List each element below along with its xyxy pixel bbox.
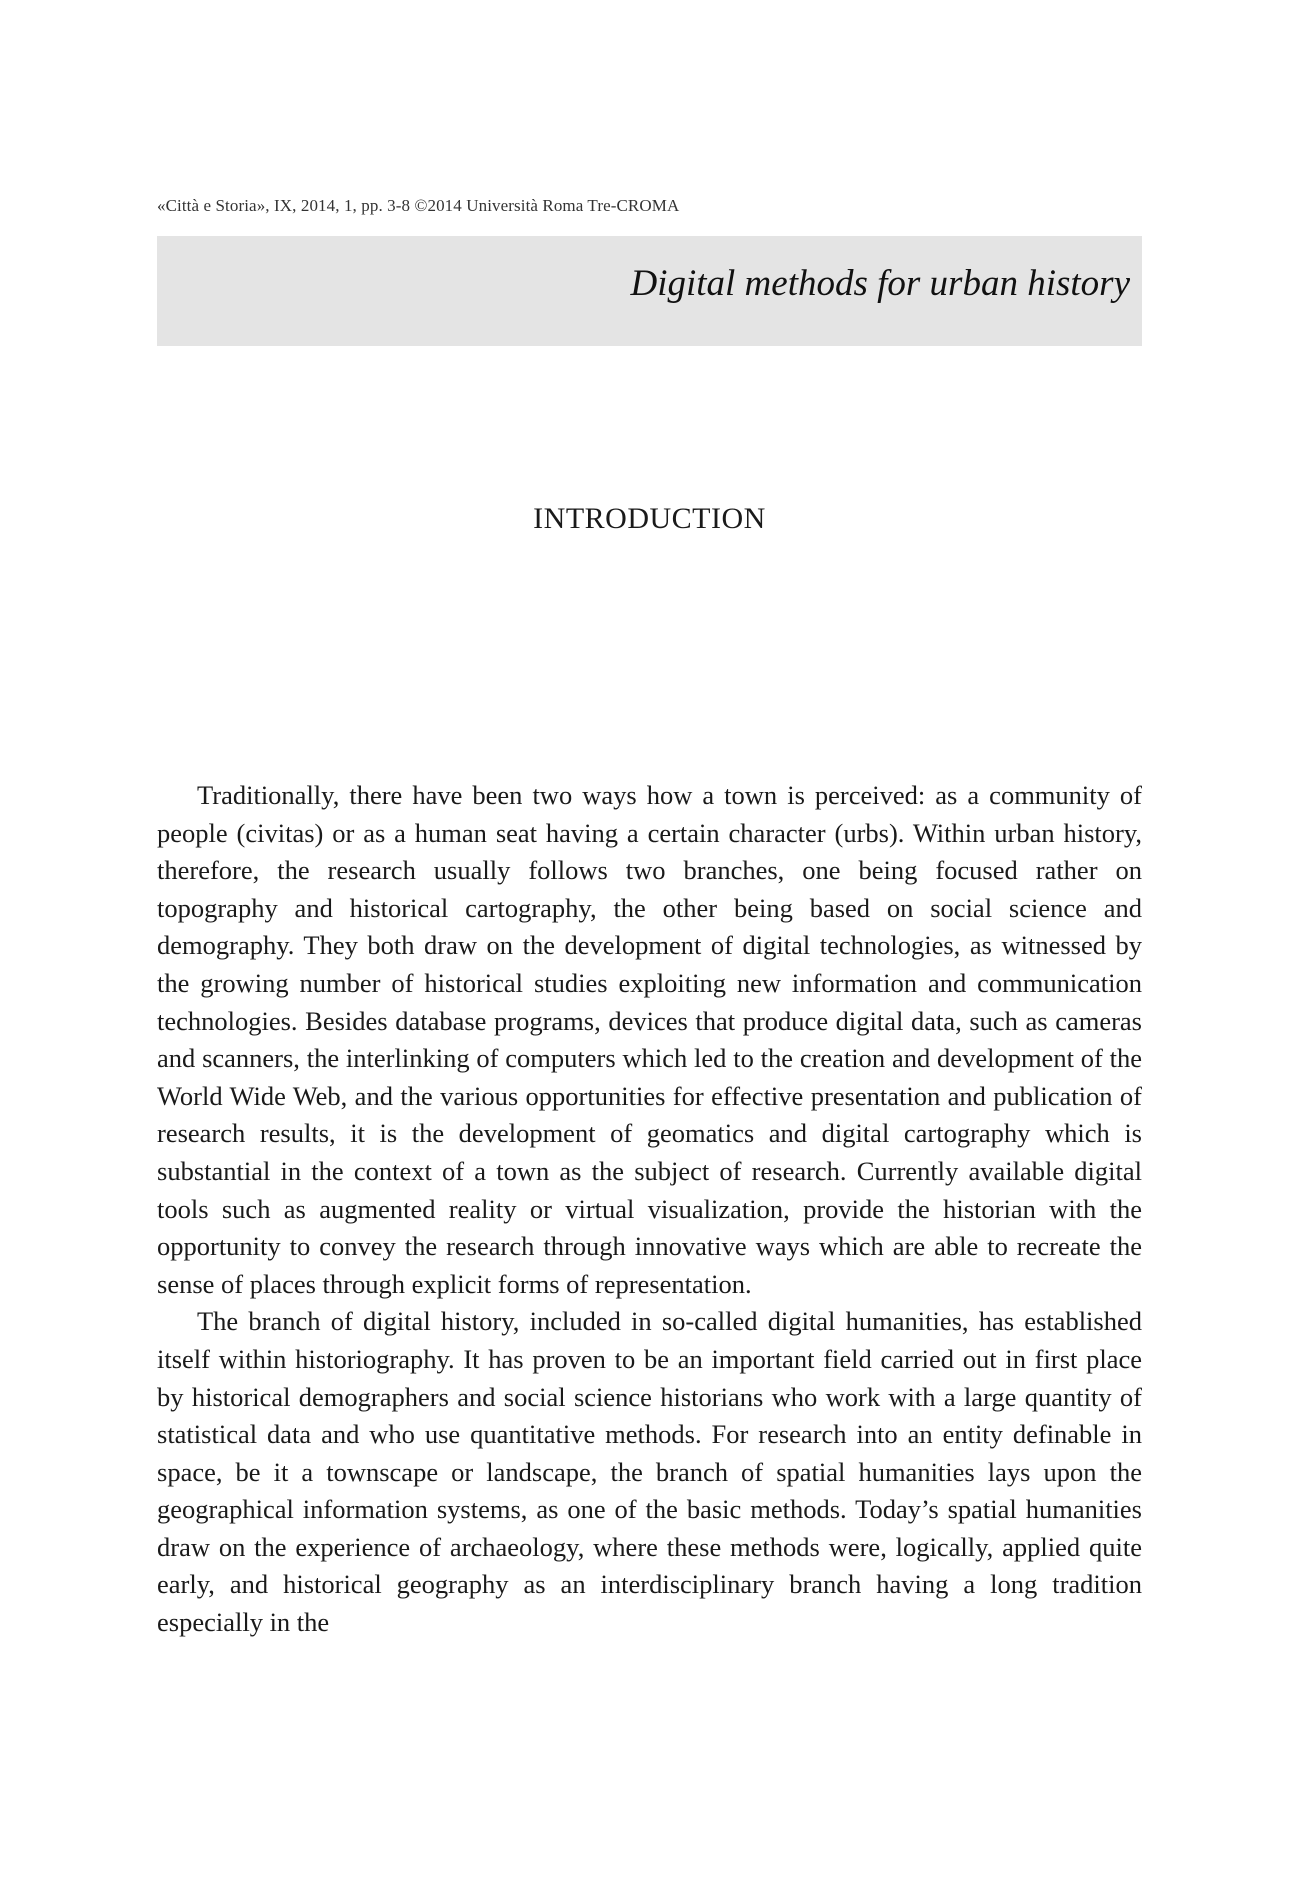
title-band bbox=[157, 236, 1142, 346]
article-body bbox=[157, 777, 1142, 1642]
running-head: «Città e Storia», IX, 2014, 1, pp. 3-8 ©2014 Università Roma Tre-CROMA bbox=[157, 196, 680, 215]
paragraph-1: Traditionally, there have been two ways how a town is perceived: as a community of people (civitas) or as a human seat having a certain character (urbs). Within urban history, therefore, the research usually follows two branches, one being focused rather on topography and historical cartography, the other being based on social science and demography. They both draw on the development of digital technologies, as witnessed by the growing number of historical studies exploiting new information and communication technologies. Besides database programs, devices that produce digital data, such as cameras and scanners, the interlinking of computers which led to the creation and development of the World Wide Web, and the various opportunities for effective presentation and publication of research results, it is the development of geomatics and digital cartography which is substantial in the context of a town as the subject of research. Currently available digital tools such as augmented reality or virtual visualization, provide the historian with the opportunity to convey the research through innovative ways which are able to recreate the sense of places through explicit forms of representation. bbox=[157, 780, 1142, 1299]
article-heading: INTRODUCTION bbox=[533, 502, 766, 535]
section-title: Digital methods for urban history bbox=[630, 263, 1130, 304]
paragraph-2: The branch of digital history, included in so-called digital humanities, has established itself within historiography. It has proven to be an important field carried out in first place by historical demographers and social science historians who work with a large quantity of statistical data and who use quantitative methods. For research into an entity definable in space, be it a townscape or landscape, the branch of spatial humanities lays upon the geographical information systems, as one of the basic methods. Today’s spatial humanities draw on the experience of archaeology, where these methods were, logically, applied quite early, and historical geography as an interdisciplinary branch having a long tradition especially in the bbox=[157, 1306, 1142, 1638]
